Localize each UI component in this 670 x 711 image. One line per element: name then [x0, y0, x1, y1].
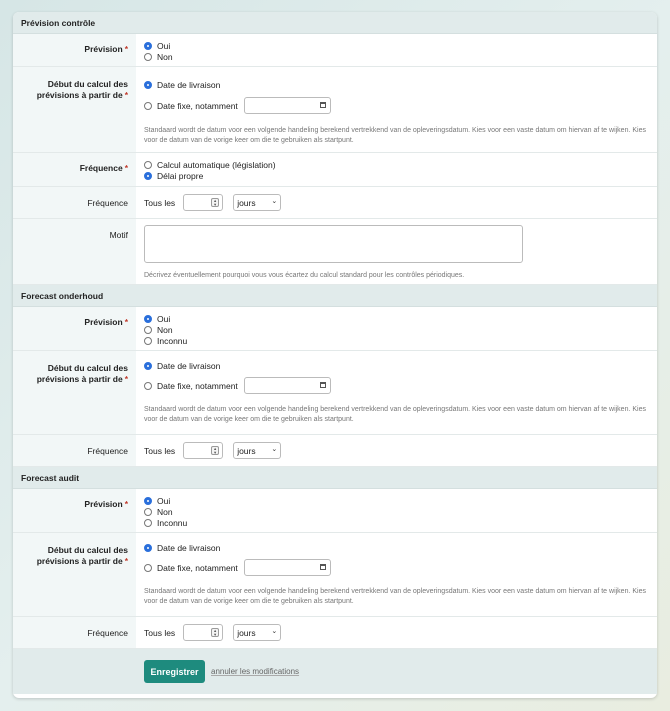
- label-debut-calcul: Début du calcul des prévisions à partir de *: [13, 533, 136, 616]
- radio-calcul-automatique[interactable]: Calcul automatique (législation): [144, 159, 647, 170]
- section-header-prevision-controle: [13, 12, 657, 34]
- label-prevision: Prévision *: [13, 34, 136, 66]
- date-input[interactable]: [244, 97, 331, 114]
- label-frequence: Fréquence: [13, 435, 136, 466]
- radio-date-fixe[interactable]: Date fixe, notamment: [144, 559, 647, 576]
- field-prevision: [136, 34, 657, 66]
- radio-button-checked[interactable]: [144, 42, 152, 50]
- label-frequence: Fréquence: [13, 617, 136, 648]
- unit-select[interactable]: jours ⌄: [233, 624, 281, 641]
- radio-inconnu[interactable]: Inconnu: [144, 517, 647, 528]
- section-title: Forecast onderhoud: [21, 290, 104, 301]
- help-text: Standaard wordt de datum voor een volgende handeling berekend vertrekkend van de opleveringsdatum. Kies voor een vaste datum om hiervan af te wijken. Kies voor de datum van de vorige keer om die te gebruiken als startpunt.: [144, 588, 646, 605]
- stepper-icon[interactable]: ▴ ▾: [211, 198, 219, 207]
- radio-non[interactable]: Non: [144, 51, 647, 62]
- radio-button-checked[interactable]: [144, 544, 152, 552]
- radio-oui[interactable]: Oui: [144, 40, 647, 51]
- field-frequence: Tous les ▴ ▾ jours ⌄: [136, 617, 657, 648]
- field-frequence: Tous les ▴ ▾ jours ⌄: [136, 187, 657, 218]
- required-marker: *: [124, 499, 128, 509]
- row-prevision: [13, 489, 657, 533]
- radio-date-livraison[interactable]: Date de livraison: [144, 360, 647, 371]
- field-frequence: Tous les ▴ ▾ jours ⌄: [136, 435, 657, 466]
- date-input[interactable]: [244, 377, 331, 394]
- section-header-forecast-audit: [13, 467, 657, 489]
- radio-button[interactable]: [144, 519, 152, 527]
- unit-select[interactable]: jours ⌄: [233, 194, 281, 211]
- frequence-number-input[interactable]: [183, 624, 223, 641]
- frequence-number-input[interactable]: [183, 442, 223, 459]
- chevron-down-icon: ⌄: [271, 446, 278, 453]
- required-marker: *: [124, 374, 128, 384]
- frequence-number-input[interactable]: [183, 194, 223, 211]
- radio-button-checked[interactable]: [144, 172, 152, 180]
- radio-button[interactable]: [144, 382, 152, 390]
- label-motif: Motif: [13, 219, 136, 284]
- form-card: [13, 12, 657, 698]
- radio-non[interactable]: Non: [144, 506, 647, 517]
- date-input[interactable]: [244, 559, 331, 576]
- radio-button[interactable]: [144, 337, 152, 345]
- label-debut-calcul: Début du calcul des prévisions à partir de *: [13, 351, 136, 434]
- radio-button[interactable]: [144, 564, 152, 572]
- label-prevision: Prévision *: [13, 307, 136, 350]
- calendar-icon[interactable]: [320, 564, 326, 570]
- field-debut-calcul: [136, 351, 657, 434]
- radio-button[interactable]: [144, 508, 152, 516]
- label-frequence-mode: Fréquence *: [13, 153, 136, 186]
- unit-select[interactable]: jours ⌄: [233, 442, 281, 459]
- field-debut-calcul: [136, 533, 657, 616]
- row-frequence-mode: [13, 153, 657, 187]
- row-motif: [13, 219, 657, 285]
- radio-non[interactable]: Non: [144, 324, 647, 335]
- stepper-icon[interactable]: ▴ ▾: [211, 628, 219, 637]
- radio-button[interactable]: [144, 102, 152, 110]
- radio-oui[interactable]: Oui: [144, 313, 647, 324]
- label-prevision: Prévision *: [13, 489, 136, 532]
- required-marker: *: [124, 163, 128, 173]
- row-frequence: [13, 435, 657, 467]
- section-header-forecast-onderhoud: [13, 285, 657, 307]
- required-marker: *: [124, 317, 128, 327]
- radio-button-checked[interactable]: [144, 81, 152, 89]
- row-prevision: [13, 307, 657, 351]
- radio-delai-propre[interactable]: Délai propre: [144, 170, 647, 181]
- chevron-down-icon: ⌄: [271, 198, 278, 205]
- cancel-link[interactable]: annuler les modifications: [211, 667, 300, 676]
- chevron-down-icon: ⌄: [271, 628, 278, 635]
- field-debut-calcul: [136, 67, 657, 152]
- field-prevision: [136, 307, 657, 350]
- row-frequence: [13, 187, 657, 219]
- motif-help-text: Décrivez éventuellement pourquoi vous vous écartez du calcul standard pour les contrôles périodiques.: [144, 272, 465, 279]
- field-frequence-mode: [136, 153, 657, 186]
- stepper-icon[interactable]: ▴ ▾: [211, 446, 219, 455]
- required-marker: *: [124, 44, 128, 54]
- field-motif: [136, 219, 657, 284]
- radio-button[interactable]: [144, 161, 152, 169]
- radio-button[interactable]: [144, 326, 152, 334]
- save-button[interactable]: Enregistrer: [144, 660, 205, 683]
- required-marker: *: [124, 556, 128, 566]
- radio-button-checked[interactable]: [144, 315, 152, 323]
- radio-oui[interactable]: Oui: [144, 495, 647, 506]
- form-footer: [13, 649, 657, 694]
- section-title: Prévision contrôle: [21, 17, 96, 28]
- radio-date-fixe[interactable]: Date fixe, notamment: [144, 97, 647, 114]
- help-text: Standaard wordt de datum voor een volgende handeling berekend vertrekkend van de opleveringsdatum. Kies voor een vaste datum om hiervan af te wijken. Kies voor de datum van de vorige keer om die te gebruiken als startpunt.: [144, 127, 646, 144]
- radio-button-checked[interactable]: [144, 362, 152, 370]
- radio-button-checked[interactable]: [144, 497, 152, 505]
- radio-button[interactable]: [144, 53, 152, 61]
- radio-date-livraison[interactable]: Date de livraison: [144, 542, 647, 553]
- row-prevision: [13, 34, 657, 67]
- radio-date-fixe[interactable]: Date fixe, notamment: [144, 377, 647, 394]
- label-frequence: Fréquence: [13, 187, 136, 218]
- calendar-icon[interactable]: [320, 102, 326, 108]
- row-frequence: [13, 617, 657, 649]
- radio-inconnu[interactable]: Inconnu: [144, 335, 647, 346]
- required-marker: *: [124, 90, 128, 100]
- row-debut-calcul: [13, 351, 657, 435]
- field-prevision: [136, 489, 657, 532]
- row-debut-calcul: [13, 533, 657, 617]
- calendar-icon[interactable]: [320, 382, 326, 388]
- radio-date-livraison[interactable]: Date de livraison: [144, 79, 647, 90]
- help-text: Standaard wordt de datum voor een volgende handeling berekend vertrekkend van de opleveringsdatum. Kies voor een vaste datum om hiervan af te wijken. Kies voor de datum van de vorige keer om die te gebruiken als startpunt.: [144, 406, 646, 423]
- label-debut-calcul: Début du calcul des prévisions à partir de *: [13, 67, 136, 152]
- motif-textarea[interactable]: [144, 225, 523, 263]
- row-debut-calcul: [13, 67, 657, 153]
- section-title: Forecast audit: [21, 472, 80, 483]
